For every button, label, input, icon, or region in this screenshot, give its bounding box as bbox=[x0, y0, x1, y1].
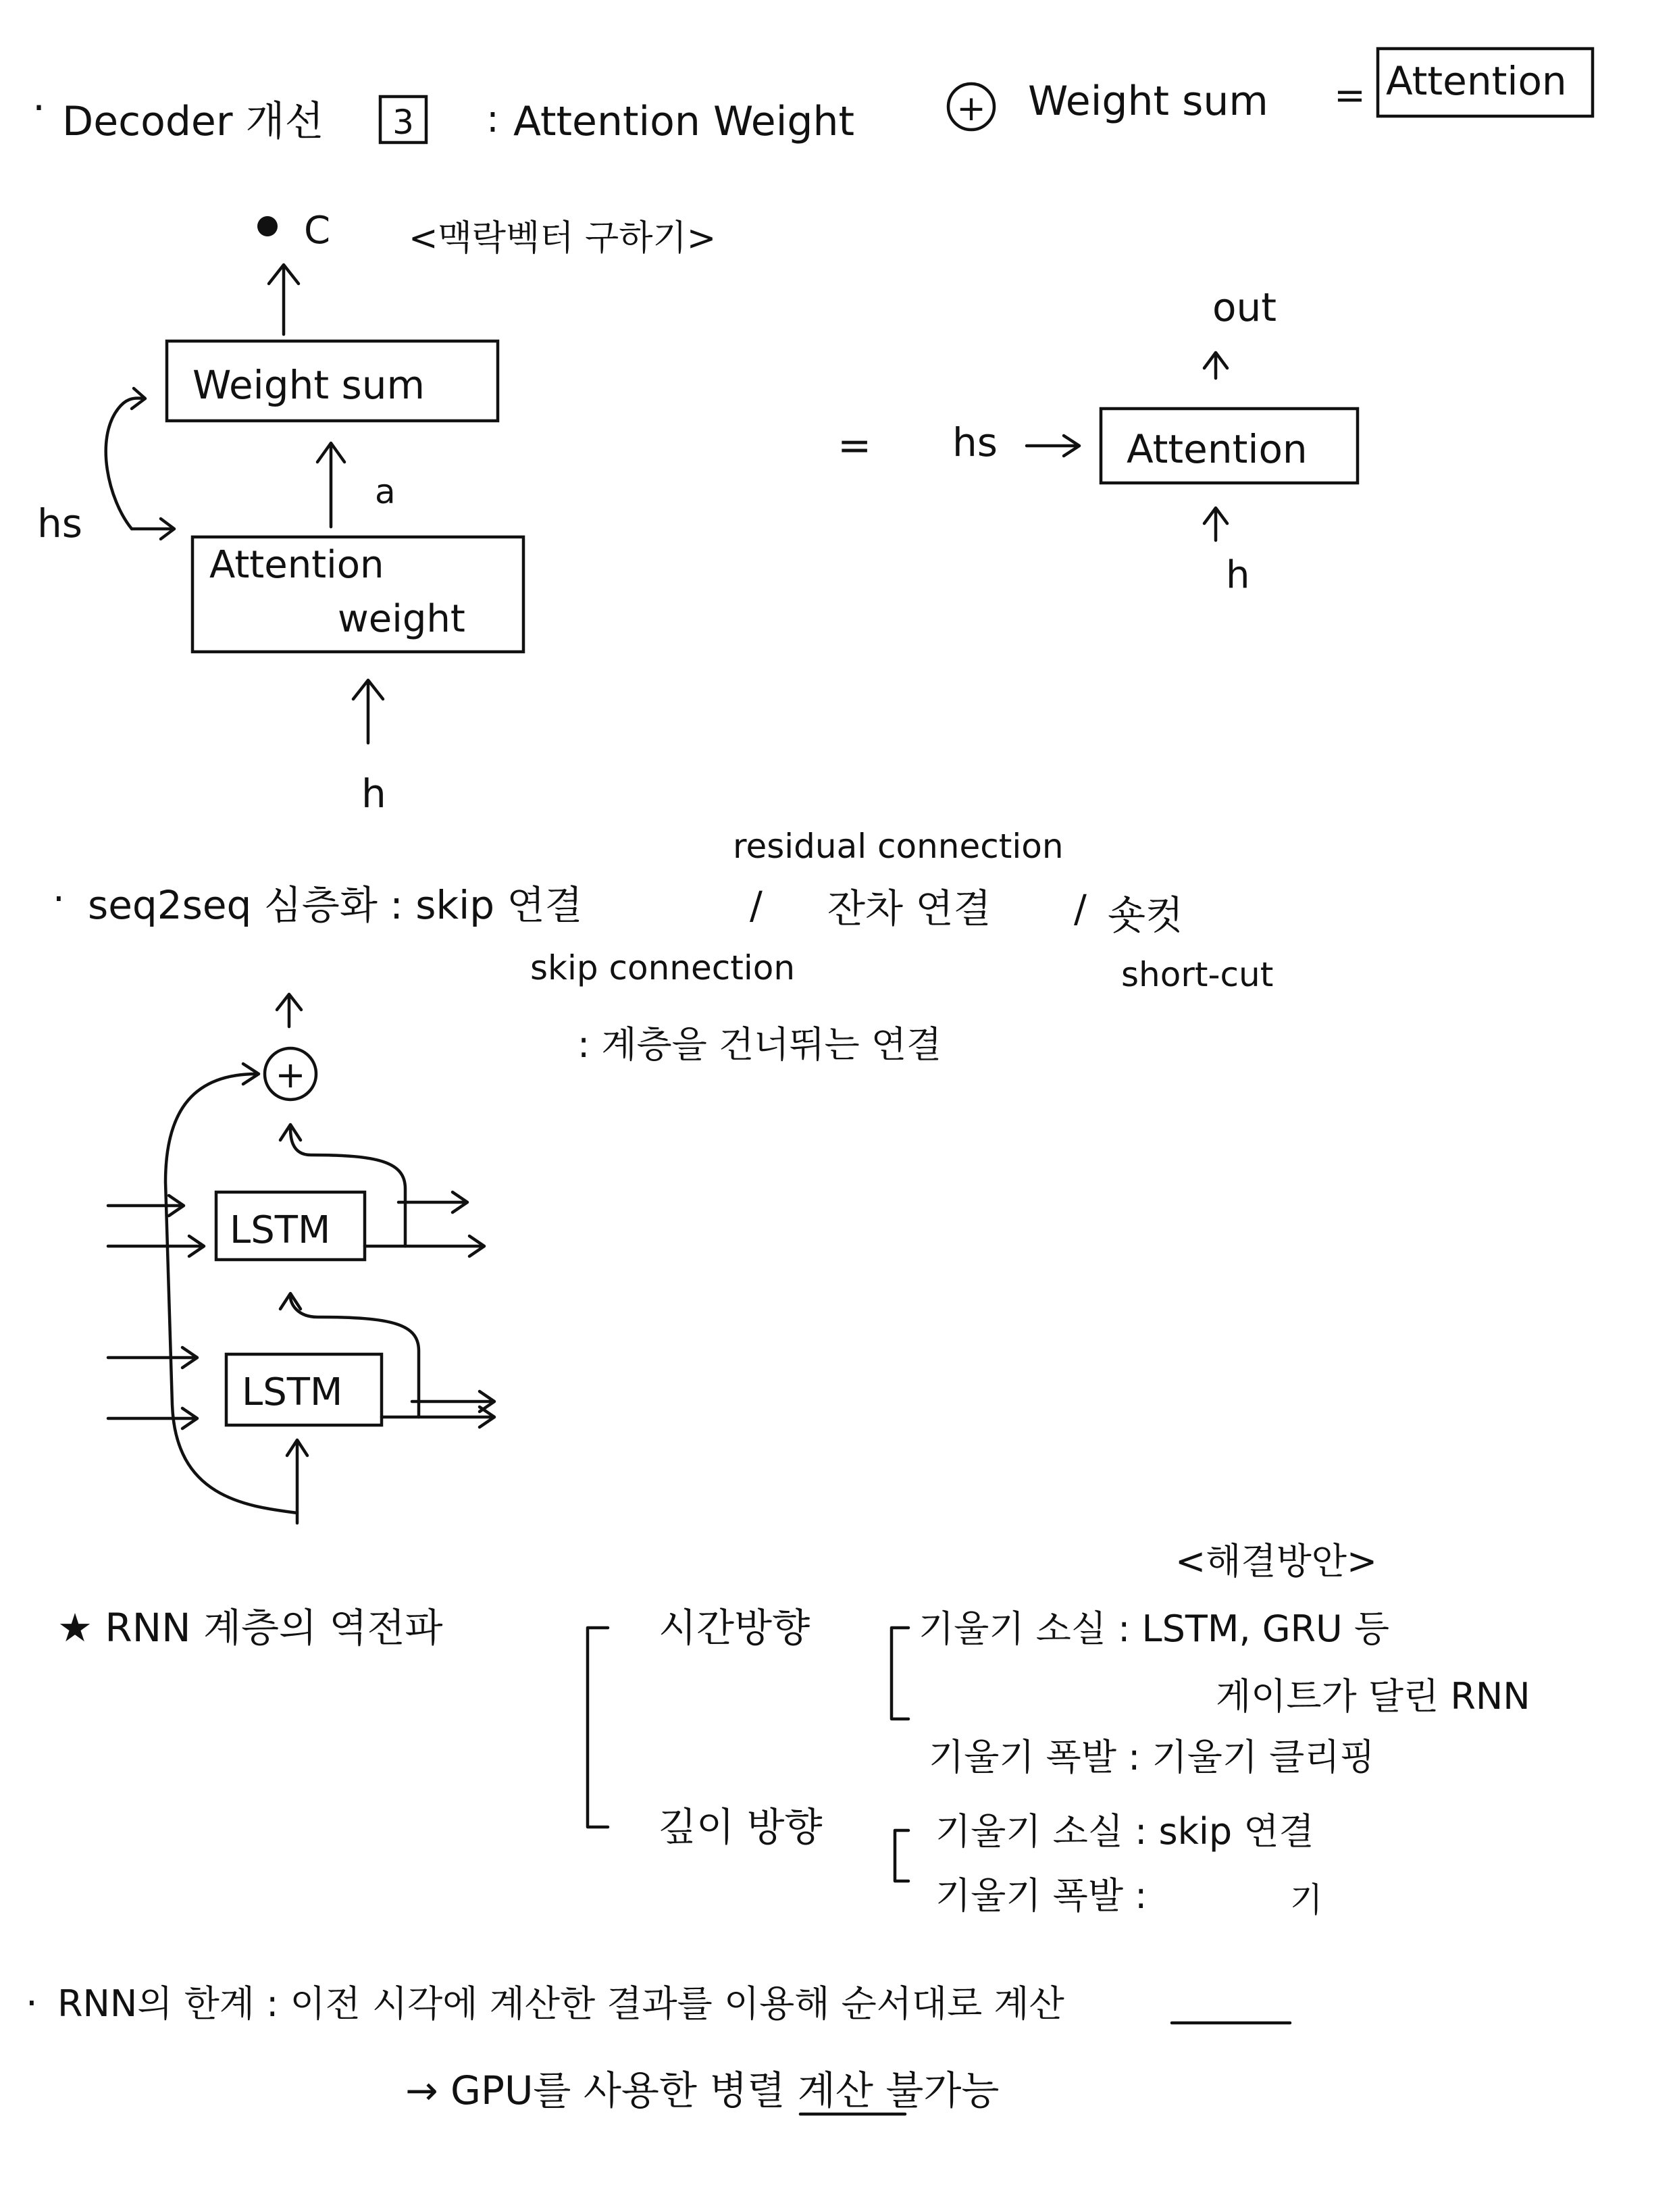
time-vanish-cont: 게이트가 달린 RNN bbox=[1216, 1675, 1530, 1718]
hs-arrow-to-attention-weight bbox=[132, 519, 174, 539]
seq2seq-bullet: · bbox=[53, 877, 65, 921]
lstm-top-label: LSTM bbox=[230, 1208, 331, 1252]
rnn-limit-line1: RNN의 한계 : 이전 시각에 계산한 결과를 이용해 순서대로 계산 bbox=[57, 1982, 1064, 2025]
header-colon: : bbox=[486, 97, 499, 141]
seq2seq-slash2: / bbox=[1074, 888, 1087, 931]
hs-right-label: hs bbox=[952, 419, 998, 465]
weight-sum-label: Weight sum bbox=[192, 362, 425, 408]
input-arrow-1 bbox=[108, 1195, 184, 1216]
lstm-bottom-label: LSTM bbox=[242, 1370, 343, 1414]
lstm-top-out-1 bbox=[365, 1236, 484, 1256]
header-plus: + bbox=[956, 88, 986, 129]
depth-vanish: 기울기 소실 : skip 연결 bbox=[935, 1810, 1314, 1853]
header-part2: Weight sum bbox=[1028, 78, 1268, 125]
depth-explode: 기울기 폭발 : bbox=[935, 1874, 1148, 1917]
arrow-up-from-h-right bbox=[1204, 508, 1227, 540]
arrow-up-weight bbox=[317, 443, 344, 527]
shortcut-ko: 숏컷 bbox=[1108, 892, 1184, 938]
attention-diagram-left bbox=[37, 209, 716, 817]
residual-en: residual connection bbox=[733, 827, 1064, 866]
arrow-up-from-plus bbox=[277, 994, 301, 1027]
header-bullet: · bbox=[32, 84, 46, 132]
context-symbol: C bbox=[304, 209, 331, 253]
time-vanish: 기울기 소실 : LSTM, GRU 등 bbox=[919, 1607, 1389, 1650]
out-label: out bbox=[1212, 284, 1277, 330]
shortcut-en: short-cut bbox=[1121, 955, 1274, 994]
rnn-limit-section bbox=[26, 1982, 1290, 2114]
seq2seq-slash1: / bbox=[750, 884, 763, 928]
plus-label: + bbox=[275, 1054, 306, 1096]
definition: : 계층을 건너뛰는 연결 bbox=[577, 1023, 942, 1066]
attention-box-right-label: Attention bbox=[1127, 426, 1308, 472]
time-explode: 기울기 폭발 : 기울기 클리핑 bbox=[929, 1736, 1375, 1778]
rnn-backprop-section bbox=[57, 1540, 1530, 1920]
arrow-up-from-h bbox=[353, 680, 383, 743]
outer-skip-connection bbox=[165, 1064, 297, 1513]
time-bracket bbox=[892, 1628, 908, 1719]
context-dot bbox=[257, 216, 278, 236]
header-prefix: Decoder 개선 bbox=[62, 98, 324, 145]
hs-right-arrow bbox=[1027, 436, 1079, 456]
time-direction: 시간방향 bbox=[659, 1605, 810, 1651]
seq2seq-section bbox=[53, 827, 1273, 1523]
residual-ko: 잔차 연결 bbox=[827, 885, 991, 931]
attention-diagram-right bbox=[838, 284, 1358, 597]
lstm-top-out-2 bbox=[398, 1192, 467, 1212]
equals-mid: = bbox=[838, 422, 872, 469]
h-right-label: h bbox=[1226, 553, 1250, 597]
skip-en: skip connection bbox=[530, 948, 796, 987]
header-part1: Attention Weight bbox=[513, 98, 855, 145]
outer-bracket bbox=[588, 1628, 608, 1827]
rnn-limit-line2: → GPU를 사용한 병렬 계산 불가능 bbox=[405, 2067, 1000, 2113]
depth-direction: 깊이 방향 bbox=[659, 1804, 823, 1850]
header-number: 3 bbox=[392, 103, 414, 142]
header-result: Attention bbox=[1386, 58, 1567, 104]
h-bottom-label: h bbox=[361, 771, 386, 817]
hs-curve-to-weight-sum bbox=[106, 388, 145, 529]
depth-bracket bbox=[895, 1830, 908, 1881]
attention-weight-line2: weight bbox=[338, 597, 465, 641]
lstm-bottom-out-2 bbox=[382, 1407, 494, 1427]
rnn-backprop-title: ★ RNN 계층의 역전파 bbox=[57, 1605, 443, 1651]
depth-explode-val: 기 bbox=[1290, 1880, 1323, 1920]
header-line bbox=[32, 49, 1593, 145]
input-arrow-2 bbox=[108, 1236, 204, 1256]
seq2seq-main: seq2seq 심층화 : skip 연결 bbox=[88, 882, 583, 928]
a-label: a bbox=[375, 472, 396, 511]
hs-left-label: hs bbox=[37, 500, 82, 546]
input-arrow-4 bbox=[108, 1408, 197, 1429]
input-arrow-3 bbox=[108, 1347, 197, 1368]
solution-header: <해결방안> bbox=[1175, 1540, 1378, 1583]
header-equals: = bbox=[1334, 74, 1366, 118]
context-note: <맥락벡터 구하기> bbox=[409, 218, 717, 259]
arrow-up-to-context bbox=[269, 265, 299, 334]
rnn-limit-bullet: · bbox=[26, 1982, 38, 2026]
attention-weight-line1: Attention bbox=[209, 543, 384, 587]
arrow-up-to-out bbox=[1204, 353, 1227, 378]
